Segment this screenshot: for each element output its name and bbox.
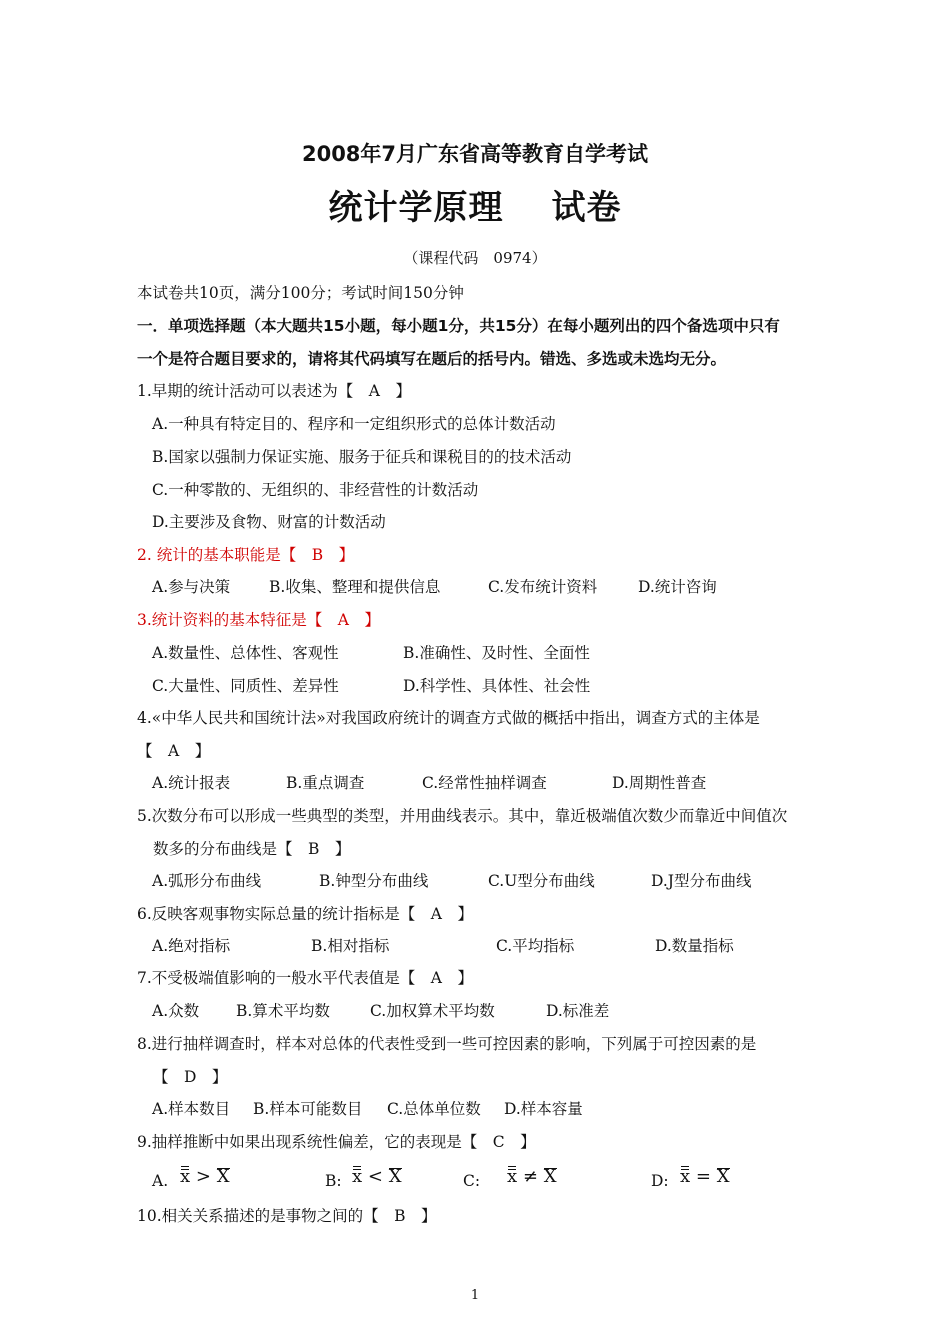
paper-label: 试卷 [551,188,622,228]
X-bar: X [216,1166,230,1187]
question-8-option-b: B.样本可能数目 [253,1100,363,1118]
question-2-stem: 2. 统计的基本职能是【 B 】 [137,546,355,564]
question-1-option-d: D.主要涉及食物、财富的计数活动 [152,513,386,531]
exam-info: 本试卷共10页，满分100分；考试时间150分钟 [137,284,464,302]
x-double-bar: x [352,1166,363,1187]
question-5-option-a: A.弧形分布曲线 [152,872,262,890]
question-9-option-b-label: B: [325,1172,342,1190]
question-3-option-b: B.准确性、及时性、全面性 [403,644,590,662]
question-2-option-c: C.发布统计资料 [488,578,598,596]
question-8-option-c: C.总体单位数 [387,1100,481,1118]
question-9-option-d-label: D: [651,1172,669,1190]
question-8-option-a: A.样本数目 [152,1100,231,1118]
question-7-option-d: D.标准差 [546,1002,610,1020]
question-6-option-a: A.绝对指标 [152,937,231,955]
question-10-stem: 10.相关关系描述的是事物之间的【 B 】 [137,1207,437,1225]
question-3-option-a: A.数量性、总体性、客观性 [152,644,339,662]
question-5-stem-cont: 数多的分布曲线是【 B 】 [153,840,351,858]
question-9-stem: 9.抽样推断中如果出现系统性偏差，它的表现是【 C 】 [137,1133,536,1151]
x-double-bar: x [180,1166,191,1187]
question-1-option-a: A.一种具有特定目的、程序和一定组织形式的总体计数活动 [152,415,556,433]
paper-title [0,180,950,229]
subject-name: 统计学原理 [328,188,504,228]
question-2-option-a: A.参与决策 [152,578,231,596]
equals-sign: = [695,1166,711,1187]
exam-title: 2008年7月广东省高等教育自学考试 [301,142,649,166]
x-double-bar: x [680,1166,691,1187]
less-than-sign: < [367,1166,383,1187]
question-3-option-d: D.科学性、具体性、社会性 [403,677,591,695]
question-4-option-b: B.重点调查 [286,774,365,792]
question-4-answer: 【 A 】 [137,742,211,760]
X-bar: X [543,1166,557,1187]
not-equal-sign: ≠ [522,1166,538,1187]
question-4-option-c: C.经常性抽样调查 [422,774,547,792]
question-2-option-d: D.统计咨询 [638,578,717,596]
question-9-option-b-formula [352,1166,402,1187]
question-4-stem: 4.«中华人民共和国统计法»对我国政府统计的调查方式做的概括中指出，调查方式的主体是 [137,709,760,727]
question-3-stem: 3.统计资料的基本特征是【 A 】 [137,611,380,629]
question-7-option-c: C.加权算术平均数 [370,1002,495,1020]
question-7-option-b: B.算术平均数 [236,1002,330,1020]
question-2-option-b: B.收集、整理和提供信息 [269,578,441,596]
question-3-option-c: C.大量性、同质性、差异性 [152,677,339,695]
X-bar: X [388,1166,402,1187]
question-7-stem: 7.不受极端值影响的一般水平代表值是【 A 】 [137,969,473,987]
question-8-answer: 【 D 】 [153,1068,228,1086]
question-5-option-c: C.U型分布曲线 [488,872,595,890]
question-8-option-d: D.样本容量 [504,1100,583,1118]
question-4-option-d: D.周期性普查 [612,774,707,792]
X-bar: X [716,1166,730,1187]
question-5-option-d: D.J型分布曲线 [651,872,752,890]
question-6-option-b: B.相对指标 [311,937,390,955]
question-8-stem: 8.进行抽样调查时，样本对总体的代表性受到一些可控因素的影响，下列属于可控因素的是 [137,1035,757,1053]
course-code: （课程代码 0974） [403,249,547,267]
question-6-stem: 6.反映客观事物实际总量的统计指标是【 A 】 [137,905,473,923]
question-5-stem: 5.次数分布可以形成一些典型的类型，并用曲线表示。其中，靠近极端值次数少而靠近中间值次 [137,807,788,825]
greater-than-sign: > [195,1166,211,1187]
section1-instruction-line2: 一个是符合题目要求的，请将其代码填写在题后的括号内。错选、多选或未选均无分。 [137,350,727,368]
question-1-stem: 1.早期的统计活动可以表述为【 A 】 [137,382,411,400]
question-5-option-b: B.钟型分布曲线 [319,872,429,890]
section1-instruction-line1: 一．单项选择题（本大题共15小题，每小题1分，共15分）在每小题列出的四个备选项中只有 [137,317,780,335]
question-9-option-d-formula [680,1166,730,1187]
question-7-option-a: A.众数 [152,1002,200,1020]
question-1-option-c: C.一种零散的、无组织的、非经营性的计数活动 [152,481,479,499]
x-double-bar: x [507,1166,518,1187]
question-6-option-c: C.平均指标 [496,937,575,955]
page-number: 1 [470,1288,480,1303]
question-9-option-c-formula [507,1166,557,1187]
question-9-option-a-label: A. [152,1172,169,1190]
question-1-option-b: B.国家以强制力保证实施、服务于征兵和课税目的的技术活动 [152,448,572,466]
question-6-option-d: D.数量指标 [655,937,734,955]
question-9-option-c-label: C: [463,1172,481,1190]
question-4-option-a: A.统计报表 [152,774,231,792]
question-9-option-a-formula [180,1166,230,1187]
